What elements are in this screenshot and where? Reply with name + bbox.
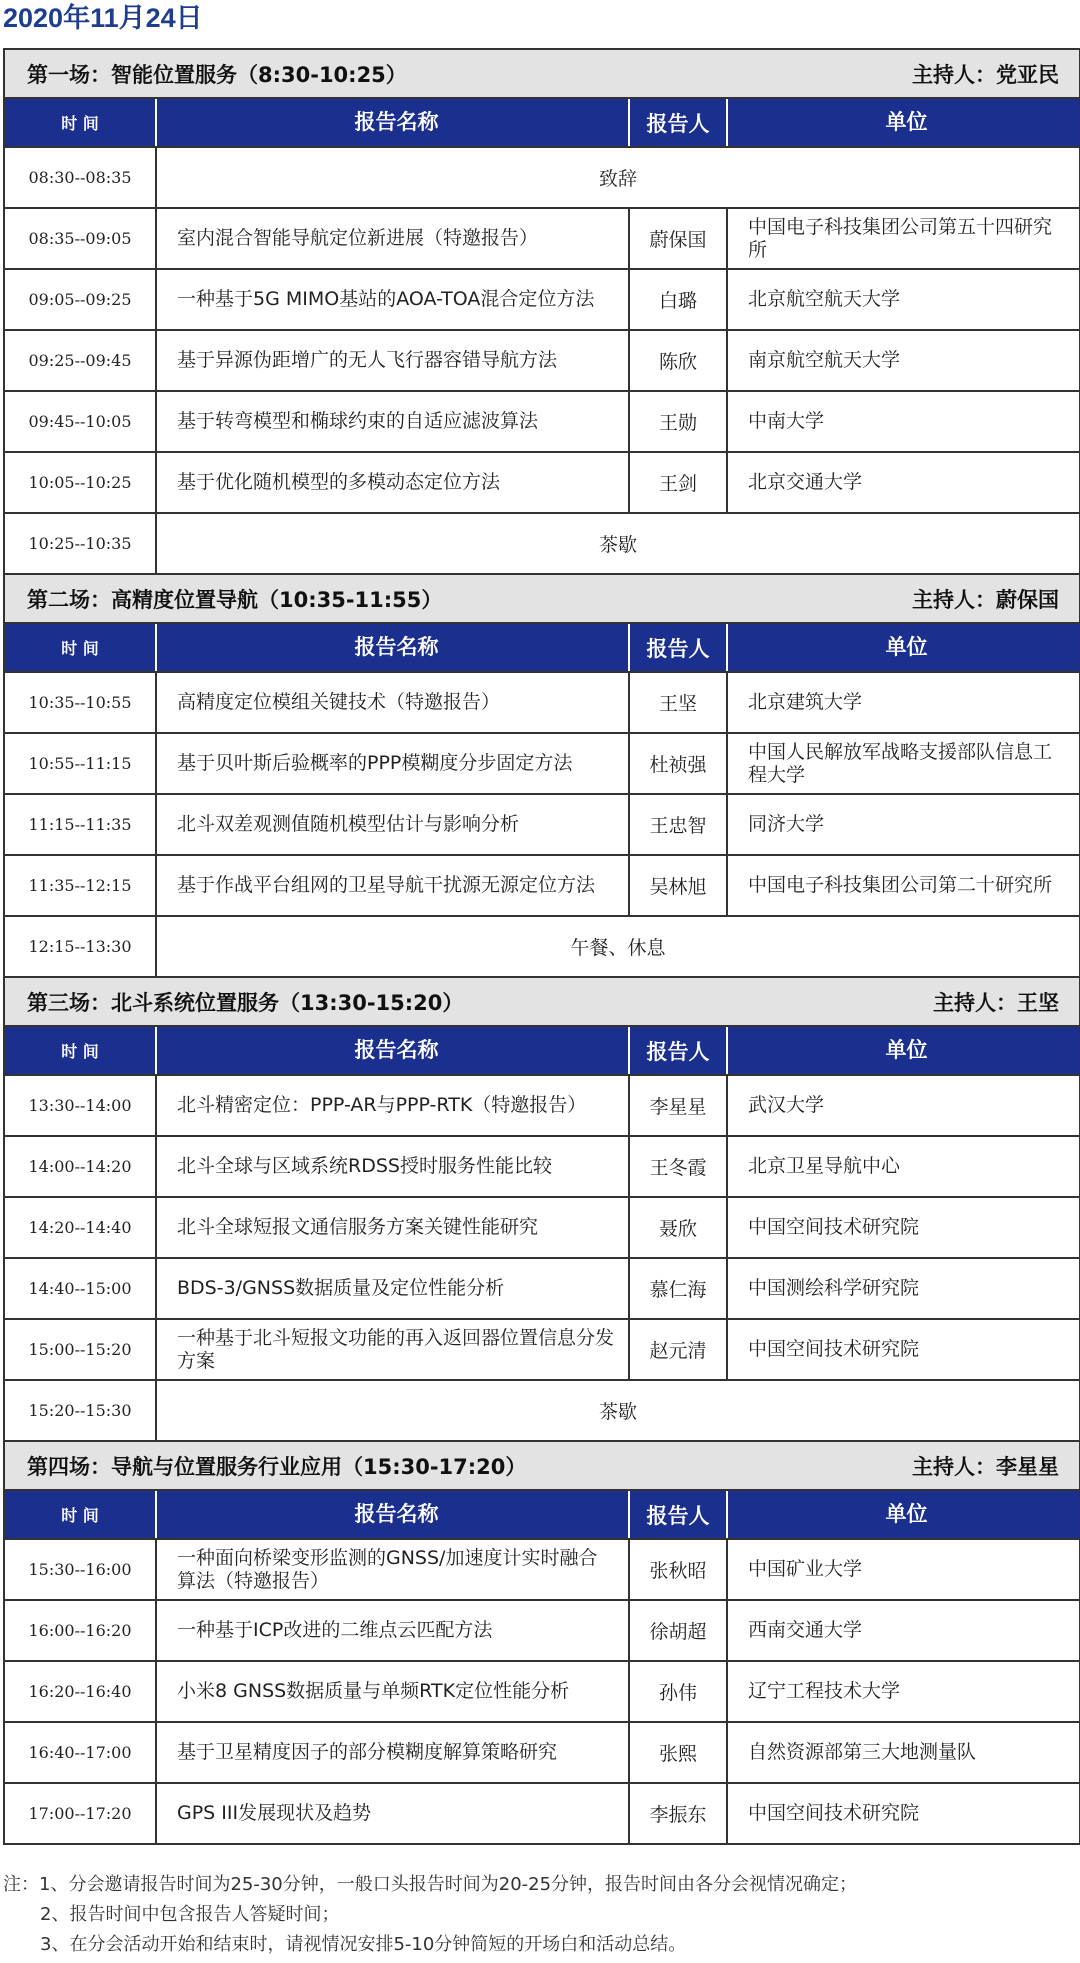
organization-cell: 中国空间技术研究院 [748, 1338, 920, 1361]
column-header-row [5, 1491, 1079, 1540]
report-title-cell: 一种基于ICP改进的二维点云匹配方法 [157, 1601, 630, 1660]
break-label: 致辞 [598, 168, 637, 190]
organization-cell: 西南交通大学 [748, 1619, 863, 1642]
table-row [5, 1540, 1079, 1601]
organization-cell: 自然资源部第三大地测量队 [748, 1741, 977, 1764]
notes [3, 1870, 1077, 1960]
break-label: 茶歇 [598, 534, 637, 556]
report-title-cell: 高精度定位模组关键技术（特邀报告） [157, 673, 630, 732]
table-row [5, 856, 1079, 917]
report-title-cell: 一种基于北斗短报文功能的再入返回器位置信息分发方案 [157, 1320, 630, 1379]
speaker-cell: 张熙 [630, 1723, 728, 1782]
table-row [5, 795, 1079, 856]
table-row [5, 734, 1079, 795]
column-header-time: 时 间 [5, 99, 157, 146]
organization-cell: 中国电子科技集团公司第二十研究所 [748, 874, 1053, 897]
organization-cell: 南京航空航天大学 [748, 349, 901, 372]
organization-cell: 中国空间技术研究院 [748, 1802, 920, 1825]
session-host: 主持人：党亚民 [912, 62, 1059, 87]
column-header-org: 单位 [885, 1502, 928, 1527]
time-cell: 17:00--17:20 [5, 1784, 157, 1843]
time-cell: 11:15--11:35 [5, 795, 157, 854]
time-cell: 15:20--15:30 [5, 1381, 157, 1440]
report-title-cell: 室内混合智能导航定位新进展（特邀报告） [157, 209, 630, 268]
time-cell: 16:20--16:40 [5, 1662, 157, 1721]
table-row [5, 1137, 1079, 1198]
report-title-cell: 北斗精密定位：PPP-AR与PPP-RTK（特邀报告） [157, 1076, 630, 1135]
break-row [5, 1381, 1079, 1442]
speaker-cell: 吴林旭 [630, 856, 728, 915]
table-row [5, 1076, 1079, 1137]
column-header-org: 单位 [885, 110, 928, 135]
session-host: 主持人：蔚保国 [912, 587, 1059, 612]
report-title-cell: 北斗双差观测值随机模型估计与影响分析 [157, 795, 630, 854]
session-header [5, 1442, 1079, 1491]
table-row [5, 1784, 1079, 1845]
session-title: 第三场：北斗系统位置服务（13:30-15:20） [27, 990, 464, 1015]
time-cell: 15:30--16:00 [5, 1540, 157, 1599]
report-title-cell: BDS-3/GNSS数据质量及定位性能分析 [157, 1259, 630, 1318]
column-header-row [5, 624, 1079, 673]
report-title-cell: 基于卫星精度因子的部分模糊度解算策略研究 [157, 1723, 630, 1782]
time-cell: 16:40--17:00 [5, 1723, 157, 1782]
column-header-time: 时 间 [5, 624, 157, 671]
time-cell: 09:05--09:25 [5, 270, 157, 329]
time-cell: 10:55--11:15 [5, 734, 157, 793]
organization-cell: 辽宁工程技术大学 [748, 1680, 901, 1703]
break-label: 茶歇 [598, 1401, 637, 1423]
session-header [5, 575, 1079, 624]
table-row [5, 270, 1079, 331]
column-header-title: 报告名称 [157, 1491, 630, 1538]
speaker-cell: 杜祯强 [630, 734, 728, 793]
time-cell: 14:20--14:40 [5, 1198, 157, 1257]
report-title-cell: 基于异源伪距增广的无人飞行器容错导航方法 [157, 331, 630, 390]
speaker-cell: 慕仁海 [630, 1259, 728, 1318]
time-cell: 13:30--14:00 [5, 1076, 157, 1135]
speaker-cell: 陈欣 [630, 331, 728, 390]
report-title-cell: 基于贝叶斯后验概率的PPP模糊度分步固定方法 [157, 734, 630, 793]
table-row [5, 673, 1079, 734]
time-cell: 15:00--15:20 [5, 1320, 157, 1379]
speaker-cell: 张秋昭 [630, 1540, 728, 1599]
speaker-cell: 王勋 [630, 392, 728, 451]
speaker-cell: 蔚保国 [630, 209, 728, 268]
session-title: 第二场：高精度位置导航（10:35-11:55） [27, 587, 443, 612]
organization-cell: 北京航空航天大学 [748, 288, 901, 311]
report-title-cell: 北斗全球短报文通信服务方案关键性能研究 [157, 1198, 630, 1257]
time-cell: 08:35--09:05 [5, 209, 157, 268]
session-host: 主持人：王坚 [933, 990, 1059, 1015]
organization-cell: 中国电子科技集团公司第五十四研究所 [748, 216, 1053, 261]
speaker-cell: 李星星 [630, 1076, 728, 1135]
note-line: 3、在分会活动开始和结束时，请视情况安排5-10分钟简短的开场白和活动总结。 [40, 1934, 687, 1955]
organization-cell: 中国人民解放军战略支援部队信息工程大学 [748, 741, 1053, 786]
organization-cell: 武汉大学 [748, 1094, 825, 1117]
time-cell: 16:00--16:20 [5, 1601, 157, 1660]
break-label: 午餐、休息 [570, 937, 666, 959]
time-cell: 12:15--13:30 [5, 917, 157, 976]
table-row [5, 1320, 1079, 1381]
organization-cell: 北京卫星导航中心 [748, 1155, 901, 1178]
table-row [5, 331, 1079, 392]
column-header-time: 时 间 [5, 1027, 157, 1074]
organization-cell: 北京交通大学 [748, 471, 863, 494]
column-header-speaker: 报告人 [630, 1027, 728, 1074]
column-header-title: 报告名称 [157, 99, 630, 146]
speaker-cell: 王坚 [630, 673, 728, 732]
table-row [5, 1198, 1079, 1259]
date-title: 2020年11月24日 [3, 3, 203, 33]
time-cell: 10:35--10:55 [5, 673, 157, 732]
table-row [5, 453, 1079, 514]
column-header-title: 报告名称 [157, 624, 630, 671]
time-cell: 08:30--08:35 [5, 148, 157, 207]
organization-cell: 中国测绘科学研究院 [748, 1277, 920, 1300]
table-row [5, 392, 1079, 453]
note-line: 2、报告时间中包含报告人答疑时间； [40, 1904, 340, 1925]
note-line: 注：1、分会邀请报告时间为25-30分钟，一般口头报告时间为20-25分钟，报告时间由各分会视情况确定； [3, 1874, 858, 1895]
report-title-cell: 基于转弯模型和椭球约束的自适应滤波算法 [157, 392, 630, 451]
speaker-cell: 徐胡超 [630, 1601, 728, 1660]
time-cell: 11:35--12:15 [5, 856, 157, 915]
report-title-cell: GPS III发展现状及趋势 [157, 1784, 630, 1843]
speaker-cell: 王忠智 [630, 795, 728, 854]
schedule-table [3, 48, 1080, 1845]
session-host: 主持人：李星星 [912, 1454, 1059, 1479]
column-header-org: 单位 [885, 635, 928, 660]
report-title-cell: 一种基于5G MIMO基站的AOA-TOA混合定位方法 [157, 270, 630, 329]
column-header-row [5, 1027, 1079, 1076]
time-cell: 10:25--10:35 [5, 514, 157, 573]
report-title-cell: 基于优化随机模型的多模动态定位方法 [157, 453, 630, 512]
time-cell: 09:25--09:45 [5, 331, 157, 390]
organization-cell: 同济大学 [748, 813, 825, 836]
speaker-cell: 王剑 [630, 453, 728, 512]
report-title-cell: 一种面向桥梁变形监测的GNSS/加速度计实时融合算法（特邀报告） [157, 1540, 630, 1599]
column-header-speaker: 报告人 [630, 99, 728, 146]
speaker-cell: 聂欣 [630, 1198, 728, 1257]
speaker-cell: 白璐 [630, 270, 728, 329]
table-row [5, 1723, 1079, 1784]
break-row [5, 148, 1079, 209]
column-header-speaker: 报告人 [630, 624, 728, 671]
time-cell: 14:00--14:20 [5, 1137, 157, 1196]
time-cell: 09:45--10:05 [5, 392, 157, 451]
time-cell: 14:40--15:00 [5, 1259, 157, 1318]
table-row [5, 1601, 1079, 1662]
session-header [5, 50, 1079, 99]
report-title-cell: 北斗全球与区域系统RDSS授时服务性能比较 [157, 1137, 630, 1196]
report-title-cell: 小米8 GNSS数据质量与单频RTK定位性能分析 [157, 1662, 630, 1721]
session-header [5, 978, 1079, 1027]
session-title: 第四场：导航与位置服务行业应用（15:30-17:20） [27, 1454, 527, 1479]
column-header-speaker: 报告人 [630, 1491, 728, 1538]
speaker-cell: 赵元清 [630, 1320, 728, 1379]
organization-cell: 中南大学 [748, 410, 825, 433]
session-title: 第一场：智能位置服务（8:30-10:25） [27, 62, 407, 87]
organization-cell: 北京建筑大学 [748, 691, 863, 714]
speaker-cell: 李振东 [630, 1784, 728, 1843]
table-row [5, 1259, 1079, 1320]
organization-cell: 中国空间技术研究院 [748, 1216, 920, 1239]
column-header-row [5, 99, 1079, 148]
break-row [5, 917, 1079, 978]
column-header-time: 时 间 [5, 1491, 157, 1538]
column-header-title: 报告名称 [157, 1027, 630, 1074]
report-title-cell: 基于作战平台组网的卫星导航干扰源无源定位方法 [157, 856, 630, 915]
speaker-cell: 王冬霞 [630, 1137, 728, 1196]
break-row [5, 514, 1079, 575]
speaker-cell: 孙伟 [630, 1662, 728, 1721]
table-row [5, 209, 1079, 270]
table-row [5, 1662, 1079, 1723]
column-header-org: 单位 [885, 1038, 928, 1063]
time-cell: 10:05--10:25 [5, 453, 157, 512]
organization-cell: 中国矿业大学 [748, 1558, 863, 1581]
